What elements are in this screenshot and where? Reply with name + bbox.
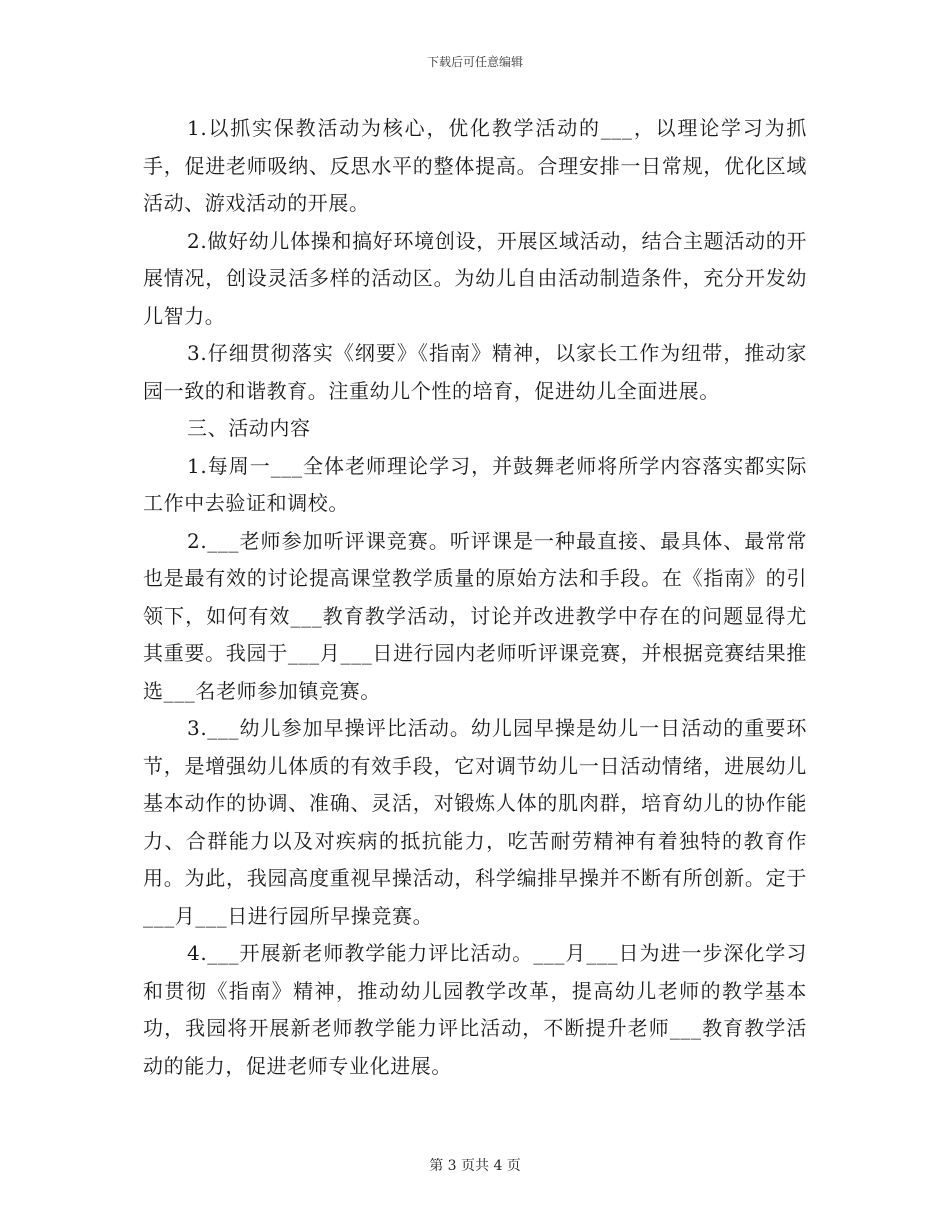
paragraph-activity-4: 4.___开展新老师教学能力评比活动。___月___日为进一步深化学习和贯彻《指南》精神，推动幼儿园教学改革，提高幼儿老师的教学基本功，我园将开展新老师教学能力评比活动，不断提升老师___教育教学活动的能力，促进老师专业化进展。	[143, 941, 807, 1078]
paragraph-activity-2: 2.___老师参加听评课竞赛。听评课是一种最直接、最具体、最常常也是最有效的讨论提高课堂教学质量的原始方法和手段。在《指南》的引领下，如何有效___教育教学活动，讨论并改进教学中存在的问题显得尤其重要。我园于___月___日进行园内老师听评课竞赛，并根据竞赛结果推选___名老师参加镇竞赛。	[143, 528, 807, 703]
paragraph-activity-1: 1.每周一___全体老师理论学习，并鼓舞老师将所学内容落实都实际工作中去验证和调校。	[143, 453, 807, 515]
page-header: 下载后可任意编辑	[426, 55, 523, 69]
paragraph-goal-2: 2.做好幼儿体操和搞好环境创设，开展区域活动，结合主题活动的开展情况，创设灵活多样的活动区。为幼儿自由活动制造条件，充分开发幼儿智力。	[143, 228, 807, 328]
paragraph-activity-3: 3.___幼儿参加早操评比活动。幼儿园早操是幼儿一日活动的重要环节，是增强幼儿体质的有效手段，它对调节幼儿一日活动情绪，进展幼儿基本动作的协调、准确、灵活，对锻炼人体的肌肉群，培育幼儿的协作能力、合群能力以及对疾病的抵抗能力，吃苦耐劳精神有着独特的教育作用。为此，我园高度重视早操活动，科学编排早操并不断有所创新。定于___月___日进行园所早操竞赛。	[143, 716, 807, 928]
paragraph-goal-1: 1.以抓实保教活动为核心，优化教学活动的___，以理论学习为抓手，促进老师吸纳、反思水平的整体提高。合理安排一日常规，优化区域活动、游戏活动的开展。	[143, 116, 807, 215]
document-body	[143, 110, 807, 1085]
paragraph-goal-3: 3.仔细贯彻落实《纲要》《指南》精神，以家长工作为纽带，推动家园一致的和谐教育。注重幼儿个性的培育，促进幼儿全面进展。	[143, 341, 807, 403]
page-number: 第 3 页共 4 页	[429, 1158, 521, 1174]
section-heading: 三、活动内容	[187, 416, 311, 440]
